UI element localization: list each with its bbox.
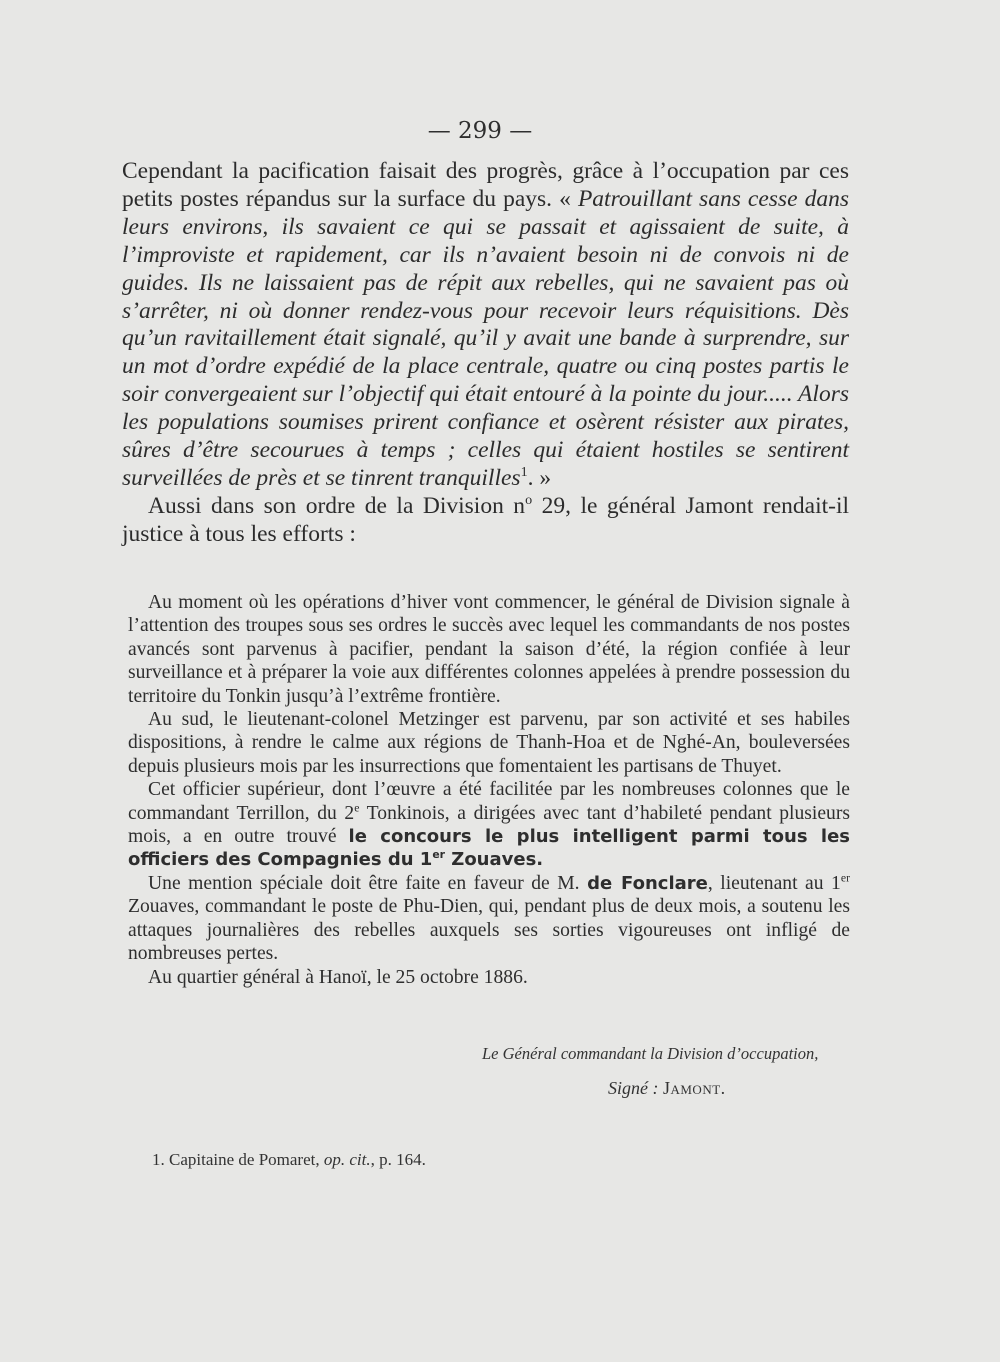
footnote-italic: op. cit. (323, 1150, 371, 1169)
main-text (122, 158, 849, 549)
order-p4-end: Zouaves, commandant le poste de Phu-Dien, qui, pendant plus de deux mois, a soutenu les attaques journalières des rebelles auxquels ses sorties vigoureuses ont infligé de nombreuses pertes. (128, 896, 850, 965)
order-paragraph-4 (128, 872, 850, 966)
order-p3-bold-end: Zouaves. (445, 849, 544, 871)
order-p4-middle: , lieutenant au 1 (707, 872, 841, 894)
order-p3-start: Cet officier supérieur, dont l’œuvre a été facilitée par les nombreuses colonnes que le commandant Terrillon, du 2 (128, 779, 850, 824)
paragraph-intro: Cependant la pacification faisait des progrès, grâce à l’occupation par ces petits postes répandus sur la surface du pays. « (122, 158, 849, 212)
order-p3-middle: Tonkinois, a dirigées avec tant d’habileté pendant plusieurs mois, a en outre trouvé (128, 802, 850, 848)
signature-name: Jamont. (662, 1078, 726, 1098)
division-order (128, 591, 850, 989)
quote-closing: . » (527, 464, 552, 491)
paragraph-jamont-start: Aussi dans son ordre de la Division n (148, 492, 526, 519)
order-p3-bold-text: le concours le plus intelligent parmi tous les officiers des Compagnies du 1 (128, 826, 850, 871)
order-paragraph-3 (128, 778, 850, 872)
page-number: — 299 — (427, 118, 533, 144)
order-paragraph-1: Au moment où les opérations d’hiver vont commencer, le général de Division signale à l’attention des troupes sous ses ordres le succès avec lequel les commandants de nos postes avancés sont parvenus à pacifier, pendant la saison d’été, la région confiée à leur surveillance et à préparer la voie aux différentes colonnes appelées à prendre possession du territoire du Tonkin jusqu’à l’extrême frontière. (128, 592, 850, 707)
quoted-passage: Patrouillant sans cesse dans leurs environs, ils savaient ce qui se passait et agissaient de suite, à l’improviste et rapidement, car ils n’avaient besoin ni de convois ni de guides. Ils ne laissaient pas de répit aux rebelles, qui ne savaient pas où s’arrêter, ni où donner rendez-vous pour recevoir leurs réquisitions. Dès qu’un ravitaillement était signalé, qu’il y avait une bande à surprendre, sur un mot d’ordre expédié de la place centrale, quatre ou cinq postes partis le soir convergeaient sur l’objectif qui était entouré à la pointe du jour..... Alors les populations soumises prirent confiance et osèrent résister aux pirates, sûres d’être secourues à temps ; celles qui étaient hostiles se sentirent surveillées de près et se tinrent tranquilles (122, 185, 849, 491)
footnote-reference: 1 (520, 464, 528, 481)
paragraph-jamont (122, 493, 849, 549)
signature-title: Le Général commandant la Division d’occupation, (482, 1044, 819, 1063)
order-p3-superscript: e (354, 801, 360, 815)
paragraph-jamont-end: 29, le général Jamont rendait-il justice à tous les efforts : (122, 492, 850, 547)
order-p3-bold-superscript: er (432, 848, 445, 862)
order-p4-superscript: er (840, 871, 850, 885)
signature-line (608, 1078, 908, 1099)
signature-label: Signé : (608, 1078, 663, 1098)
footnote-text-end: , p. 164. (370, 1150, 426, 1169)
footnote-text-start: Capitaine de Pomaret, (164, 1150, 324, 1169)
order-p4-bold-name: de Fonclare (587, 872, 708, 894)
numero-superscript: o (525, 492, 533, 509)
order-paragraph-date: Au quartier général à Hanoï, le 25 octobre 1886. (148, 966, 528, 988)
paragraph-pacification (122, 158, 849, 493)
order-paragraph-2: Au sud, le lieutenant-colonel Metzinger est parvenu, par son activité et ses habiles dispositions, à rendre le calme aux régions de Thanh-Hoa et de Nghé-An, bouleversées depuis plusieurs mois par les insurrections que fomentaient les partisans de Thuyet. (128, 709, 850, 777)
footnote-number: 1. (152, 1150, 165, 1169)
order-p4-start: Une mention spéciale doit être faite en faveur de M. (148, 872, 588, 894)
footnote (152, 1150, 652, 1170)
